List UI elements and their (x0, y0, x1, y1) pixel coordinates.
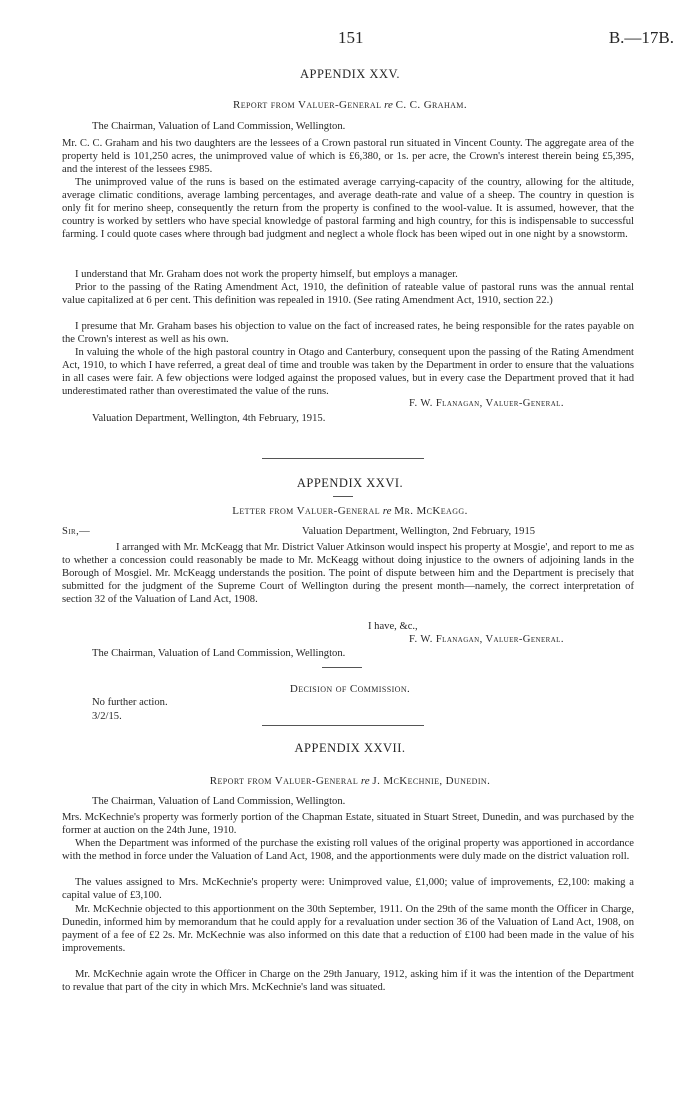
subtitle-prefix: Report from Valuer-General (233, 99, 382, 111)
page-number: 151 (338, 28, 364, 47)
decision-date: 3/2/15. (92, 711, 122, 722)
subtitle-prefix: Report from Valuer-General (209, 775, 359, 787)
appendix-25-paragraph: I presume that Mr. Graham bases his objection to value on the fact of increased rates, he being responsible for the rates payable on the Crown's interest as well as his own. (62, 321, 634, 346)
appendix-26-addressee: The Chairman, Valuation of Land Commission, Wellington. (92, 648, 346, 659)
subtitle-re: re (360, 775, 370, 787)
subtitle-name: C. C. Graham. (395, 99, 467, 111)
appendix-25-subtitle (0, 99, 700, 111)
appendix-27-paragraph: Mr. McKechnie objected to this apportionment on the 30th September, 1911. On the 29th of the same month the Officer in Charge, Dunedin, informed him by memorandum that he could apply for a revaluation under section 36 of the Valuation of Land Act, 1908, on payment of a fee of £2 2s. Mr. McKechnie was also informed on this date that a reduction of £100 had been made in the value of his improvements. (62, 904, 634, 955)
short-divider (333, 496, 353, 497)
appendix-25-title: APPENDIX XXV. (299, 67, 401, 81)
appendix-27-addressee: The Chairman, Valuation of Land Commission, Wellington. (92, 796, 346, 807)
document-reference: B.—17B. (608, 28, 674, 47)
appendix-27-paragraph: Mr. McKechnie again wrote the Officer in Charge on the 29th January, 1912, asking him if it was the intention of the Department to revalue that part of the city in which Mrs. McKechnie's land was situated. (62, 969, 634, 994)
appendix-27-paragraph: The values assigned to Mrs. McKechnie's property were: Unimproved value, £1,000; value of improvements, £2,100: making a capital value of £3,100. (62, 877, 634, 902)
appendix-25-paragraph: I understand that Mr. Graham does not work the property himself, but employs a manager. (75, 269, 458, 280)
subtitle-name: Mr. McKeagg. (394, 505, 468, 517)
subtitle-re: re (384, 99, 393, 111)
appendix-25-addressee: The Chairman, Valuation of Land Commission, Wellington. (92, 121, 346, 132)
subtitle-re: re (382, 505, 392, 517)
appendix-25-paragraph: In valuing the whole of the high pastoral country in Otago and Canterbury, consequent upon the passing of the Rating Amendment Act, 1910, to which I have referred, a great deal of time and trouble was taken by the Department in order to ensure that the valuations in all cases were fair. A few objections were lodged against the proposed values, but in every case the Department proved that it had underestimated rather than overestimated the value of the runs. (62, 347, 634, 398)
decision-note: No further action. (92, 697, 168, 708)
appendix-25-paragraph: Prior to the passing of the Rating Amendment Act, 1910, the definition of rateable value of pastoral runs was the annual rental value capitalized at 6 per cent. This definition was repealed in 1910. (See rating Amendment Act, 1910, section 22.) (62, 282, 634, 307)
appendix-27-paragraph: Mrs. McKechnie's property was formerly portion of the Chapman Estate, situated in Stuart Street, Dunedin, and was purchased by the former at auction on the 24th June, 1910. (62, 812, 634, 837)
section-divider (262, 458, 424, 459)
appendix-25-paragraph: The unimproved value of the runs is based on the estimated average carrying-capacity of the country, allowing for the altitude, average climatic conditions, average lambing percentages, and average death-rate and value of a sheep. The country in question is only fit for merino sheep, consequently the return from the property is confined to the wool-value. It is assumed, however, that the country is worked by settlers who have special knowledge of pastoral farming and high country, for this is indispensable to successful farming. I could quote cases where through bad judgment and neglect a whole flock has been wiped out in one night by a snowstorm. (62, 177, 634, 241)
subtitle-name: J. McKechnie, Dunedin. (372, 775, 491, 787)
appendix-26-signature: F. W. Flanagan, Valuer-General. (409, 634, 564, 645)
short-divider (322, 667, 362, 668)
appendix-26-subtitle (0, 505, 700, 517)
dateline: Valuation Department, Wellington, 2nd February, 1915 (302, 526, 536, 537)
appendix-26-paragraph: I arranged with Mr. McKeagg that Mr. District Valuer Atkinson would inspect his property at Mosgie', and report to me as to whether a concession could reasonably be made to Mr. McKeagg without doing injustice to the owners of adjoining lands in the Borough of Mosgiel. Mr. McKeagg understands the position. The point of dispute between him and the Department is precisely that submitted for the judgment of the Supreme Court of Wellington during the present month—namely, the correct interpretation of section 32 of the Valuation of Land Act, 1908. (62, 542, 634, 606)
appendix-27-subtitle (0, 775, 700, 787)
appendix-25-footer: Valuation Department, Wellington, 4th February, 1915. (92, 413, 326, 424)
subtitle-prefix: Letter from Valuer-General (232, 505, 381, 517)
appendix-27-title: APPENDIX XXVII. (294, 741, 406, 755)
closing: I have, &c., (368, 621, 418, 632)
appendix-26-title: APPENDIX XXVI. (296, 476, 404, 490)
appendix-25-signature: F. W. Flanagan, Valuer-General. (409, 398, 564, 409)
appendix-25-paragraph: Mr. C. C. Graham and his two daughters are the lessees of a Crown pastoral run situated in Vincent County. The aggregate area of the property held is 101,250 acres, the unimproved value of which is £6,380, or 1s. per acre, the Crown's interest therein being £5,395, and the interest of the lessees £985. (62, 138, 634, 176)
section-divider (262, 725, 424, 726)
decision-heading: Decision of Commission. (289, 683, 411, 695)
appendix-27-paragraph: When the Department was informed of the purchase the existing roll values of the original property was apportioned in accordance with the method in force under the Valuation of Land Act, 1908, and the apportionments were duly made on the district valuation roll. (62, 838, 634, 863)
salutation: Sir,— (62, 526, 91, 537)
